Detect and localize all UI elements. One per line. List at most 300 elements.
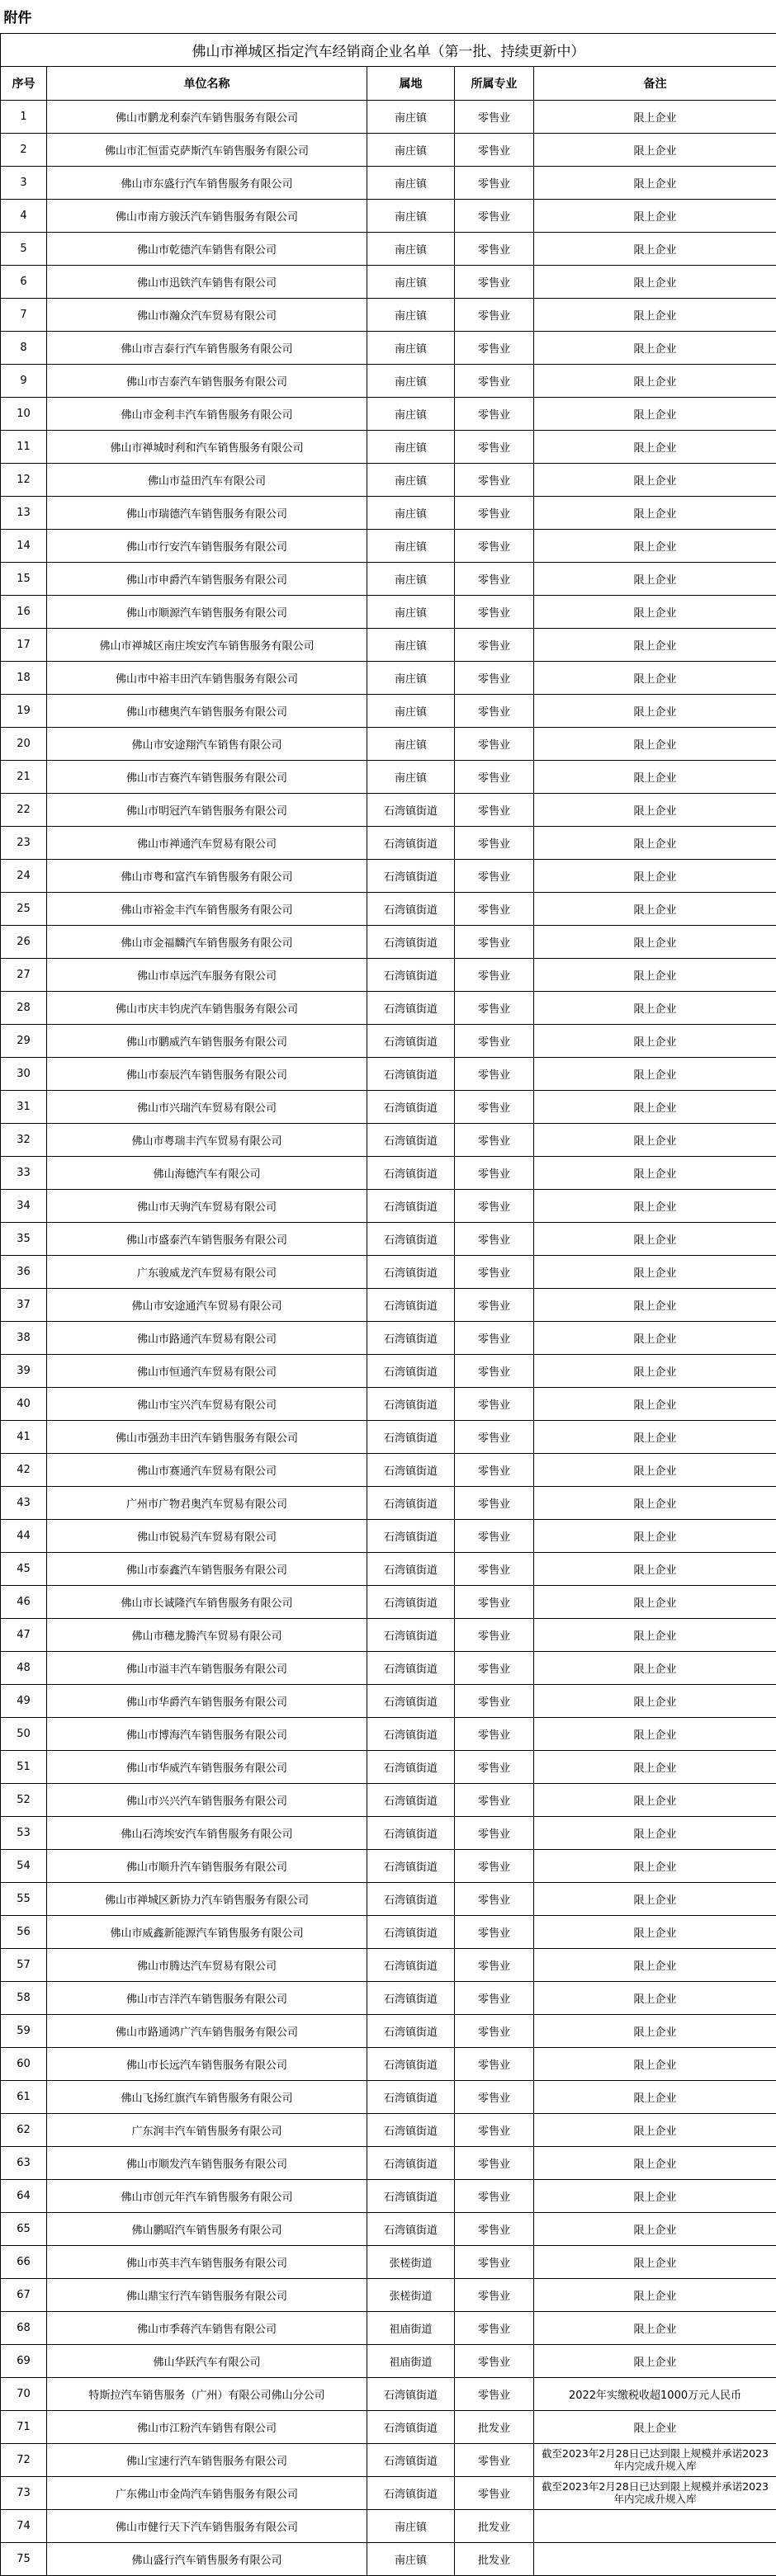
cell-name: 佛山市庆丰钧虎汽车销售服务有限公司 <box>47 991 367 1024</box>
cell-name: 佛山市明冠汽车销售服务有限公司 <box>47 793 367 826</box>
cell-note: 限上企业 <box>534 2278 776 2311</box>
cell-name: 佛山市穗奥汽车销售服务有限公司 <box>47 694 367 727</box>
table-row <box>1 2113 776 2146</box>
cell-note: 限上企业 <box>534 2014 776 2047</box>
header-no: 序号 <box>1 66 47 100</box>
cell-note: 限上企业 <box>534 760 776 793</box>
cell-name: 佛山市长诚隆汽车销售服务有限公司 <box>47 1585 367 1618</box>
document-title: 佛山市禅城区指定汽车经销商企业名单（第一批、持续更新中） <box>1 33 776 66</box>
cell-no: 40 <box>1 1387 47 1420</box>
cell-no: 53 <box>1 1816 47 1849</box>
cell-area: 石湾镇街道 <box>367 1288 455 1321</box>
cell-area: 石湾镇街道 <box>367 1552 455 1585</box>
cell-area: 南庄镇 <box>367 331 455 364</box>
table-row <box>1 1618 776 1651</box>
cell-name: 佛山市行安汽车销售服务有限公司 <box>47 529 367 562</box>
cell-industry: 零售业 <box>455 265 534 298</box>
cell-industry: 零售业 <box>455 1585 534 1618</box>
cell-no: 15 <box>1 562 47 595</box>
cell-industry: 零售业 <box>455 1519 534 1552</box>
cell-note: 限上企业 <box>534 694 776 727</box>
cell-no: 75 <box>1 2542 47 2575</box>
cell-area: 石湾镇街道 <box>367 826 455 859</box>
caption-row <box>1 0 776 33</box>
cell-area: 石湾镇街道 <box>367 1717 455 1750</box>
cell-industry: 批发业 <box>455 2509 534 2542</box>
cell-name: 佛山海德汽车有限公司 <box>47 1156 367 1189</box>
table-row <box>1 826 776 859</box>
cell-no: 19 <box>1 694 47 727</box>
cell-note: 限上企业 <box>534 331 776 364</box>
cell-name: 广东佛山市金尚汽车销售服务有限公司 <box>47 2476 367 2509</box>
cell-name: 佛山市中裕丰田汽车销售服务有限公司 <box>47 661 367 694</box>
cell-area: 石湾镇街道 <box>367 2476 455 2509</box>
cell-name: 佛山市吉赛汽车销售服务有限公司 <box>47 760 367 793</box>
cell-no: 10 <box>1 397 47 430</box>
cell-no: 73 <box>1 2476 47 2509</box>
table-row <box>1 562 776 595</box>
cell-industry: 零售业 <box>455 925 534 958</box>
cell-industry: 零售业 <box>455 133 534 166</box>
cell-note: 限上企业 <box>534 529 776 562</box>
cell-name: 佛山石湾埃安汽车销售服务有限公司 <box>47 1816 367 1849</box>
cell-note: 限上企业 <box>534 1486 776 1519</box>
table-row <box>1 2146 776 2179</box>
cell-industry: 零售业 <box>455 2377 534 2410</box>
cell-industry: 零售业 <box>455 1387 534 1420</box>
cell-no: 49 <box>1 1684 47 1717</box>
cell-area: 石湾镇街道 <box>367 958 455 991</box>
table-row <box>1 595 776 628</box>
cell-note: 限上企业 <box>534 1816 776 1849</box>
table-row <box>1 2377 776 2410</box>
cell-industry: 零售业 <box>455 1783 534 1816</box>
cell-note: 限上企业 <box>534 595 776 628</box>
cell-no: 43 <box>1 1486 47 1519</box>
cell-name: 佛山市禅城区新协力汽车销售服务有限公司 <box>47 1882 367 1915</box>
cell-area: 石湾镇街道 <box>367 1453 455 1486</box>
cell-note: 限上企业 <box>534 892 776 925</box>
cell-note: 限上企业 <box>534 1453 776 1486</box>
cell-note <box>534 2509 776 2542</box>
cell-area: 石湾镇街道 <box>367 1255 455 1288</box>
table-row <box>1 760 776 793</box>
cell-area: 南庄镇 <box>367 133 455 166</box>
cell-note: 限上企业 <box>534 958 776 991</box>
cell-no: 48 <box>1 1651 47 1684</box>
cell-note: 2022年实缴税收超1000万元人民币 <box>534 2377 776 2410</box>
cell-industry: 零售业 <box>455 1156 534 1189</box>
cell-name: 佛山市瑞德汽车销售服务有限公司 <box>47 496 367 529</box>
table-row <box>1 1981 776 2014</box>
cell-note: 限上企业 <box>534 430 776 463</box>
table-row <box>1 628 776 661</box>
table-row <box>1 1750 776 1783</box>
table-row <box>1 1090 776 1123</box>
cell-note <box>534 2542 776 2575</box>
cell-industry: 零售业 <box>455 760 534 793</box>
cell-industry: 零售业 <box>455 529 534 562</box>
cell-industry: 零售业 <box>455 2476 534 2509</box>
table-row <box>1 1948 776 1981</box>
cell-note: 限上企业 <box>534 364 776 397</box>
cell-name: 佛山市兴兴汽车销售服务有限公司 <box>47 1783 367 1816</box>
cell-area: 石湾镇街道 <box>367 2146 455 2179</box>
table-row <box>1 529 776 562</box>
cell-note: 限上企业 <box>534 199 776 232</box>
cell-note: 限上企业 <box>534 1750 776 1783</box>
cell-name: 佛山市泰辰汽车销售服务有限公司 <box>47 1057 367 1090</box>
header-industry: 所属专业 <box>455 66 534 100</box>
cell-area: 石湾镇街道 <box>367 2014 455 2047</box>
cell-industry: 零售业 <box>455 2080 534 2113</box>
cell-no: 14 <box>1 529 47 562</box>
cell-note: 限上企业 <box>534 661 776 694</box>
table-row <box>1 1915 776 1948</box>
cell-industry: 零售业 <box>455 1882 534 1915</box>
cell-industry: 零售业 <box>455 2443 534 2476</box>
header-name: 单位名称 <box>47 66 367 100</box>
cell-area: 石湾镇街道 <box>367 1882 455 1915</box>
table-row <box>1 2278 776 2311</box>
cell-industry: 零售业 <box>455 859 534 892</box>
cell-no: 17 <box>1 628 47 661</box>
cell-name: 佛山市路通汽车贸易有限公司 <box>47 1321 367 1354</box>
cell-note: 限上企业 <box>534 1420 776 1453</box>
table-row <box>1 859 776 892</box>
cell-area: 张槎街道 <box>367 2245 455 2278</box>
cell-area: 南庄镇 <box>367 595 455 628</box>
cell-no: 2 <box>1 133 47 166</box>
cell-note: 限上企业 <box>534 562 776 595</box>
cell-area: 石湾镇街道 <box>367 1486 455 1519</box>
cell-area: 南庄镇 <box>367 265 455 298</box>
cell-note: 限上企业 <box>534 628 776 661</box>
cell-industry: 批发业 <box>455 2542 534 2575</box>
cell-area: 石湾镇街道 <box>367 1519 455 1552</box>
cell-no: 24 <box>1 859 47 892</box>
table-row <box>1 1189 776 1222</box>
cell-industry: 零售业 <box>455 331 534 364</box>
cell-industry: 零售业 <box>455 1057 534 1090</box>
cell-name: 佛山市禅城区南庄埃安汽车销售服务有限公司 <box>47 628 367 661</box>
cell-industry: 零售业 <box>455 892 534 925</box>
cell-industry: 零售业 <box>455 430 534 463</box>
cell-industry: 零售业 <box>455 364 534 397</box>
cell-name: 广东骏威龙汽车贸易有限公司 <box>47 1255 367 1288</box>
cell-name: 佛山市瀚众汽车贸易有限公司 <box>47 298 367 331</box>
cell-note: 限上企业 <box>534 991 776 1024</box>
cell-area: 南庄镇 <box>367 166 455 199</box>
cell-industry: 零售业 <box>455 2311 534 2344</box>
cell-no: 3 <box>1 166 47 199</box>
cell-note: 限上企业 <box>534 1552 776 1585</box>
cell-note: 限上企业 <box>534 166 776 199</box>
cell-area: 石湾镇街道 <box>367 2443 455 2476</box>
cell-name: 佛山市锐易汽车贸易有限公司 <box>47 1519 367 1552</box>
cell-area: 石湾镇街道 <box>367 2113 455 2146</box>
cell-area: 南庄镇 <box>367 628 455 661</box>
cell-area: 石湾镇街道 <box>367 1750 455 1783</box>
cell-note: 限上企业 <box>534 298 776 331</box>
cell-industry: 零售业 <box>455 1717 534 1750</box>
cell-industry: 零售业 <box>455 595 534 628</box>
cell-no: 55 <box>1 1882 47 1915</box>
table-row <box>1 1585 776 1618</box>
table-body <box>1 100 776 2575</box>
table-row <box>1 232 776 265</box>
cell-area: 南庄镇 <box>367 463 455 496</box>
table-row <box>1 430 776 463</box>
cell-area: 南庄镇 <box>367 2542 455 2575</box>
cell-note: 限上企业 <box>534 2080 776 2113</box>
cell-area: 石湾镇街道 <box>367 1585 455 1618</box>
table-row <box>1 2047 776 2080</box>
cell-industry: 零售业 <box>455 463 534 496</box>
cell-name: 佛山市顺发汽车销售服务有限公司 <box>47 2146 367 2179</box>
cell-no: 34 <box>1 1189 47 1222</box>
cell-no: 58 <box>1 1981 47 2014</box>
table-row <box>1 364 776 397</box>
cell-name: 佛山市华威汽车销售服务有限公司 <box>47 1750 367 1783</box>
cell-no: 8 <box>1 331 47 364</box>
cell-no: 60 <box>1 2047 47 2080</box>
table-row <box>1 925 776 958</box>
cell-name: 佛山市汇恒雷克萨斯汽车销售服务有限公司 <box>47 133 367 166</box>
cell-note: 限上企业 <box>534 1783 776 1816</box>
cell-note: 限上企业 <box>534 1651 776 1684</box>
cell-note: 限上企业 <box>534 1717 776 1750</box>
title-row <box>1 33 776 66</box>
cell-industry: 零售业 <box>455 1750 534 1783</box>
cell-note: 限上企业 <box>534 2410 776 2443</box>
header-note: 备注 <box>534 66 776 100</box>
cell-industry: 零售业 <box>455 100 534 133</box>
table-row <box>1 1552 776 1585</box>
cell-note: 限上企业 <box>534 1123 776 1156</box>
cell-area: 石湾镇街道 <box>367 2080 455 2113</box>
table-row <box>1 397 776 430</box>
cell-no: 4 <box>1 199 47 232</box>
cell-area: 石湾镇街道 <box>367 1222 455 1255</box>
cell-industry: 零售业 <box>455 1981 534 2014</box>
cell-name: 佛山市东盛行汽车销售服务有限公司 <box>47 166 367 199</box>
cell-no: 46 <box>1 1585 47 1618</box>
cell-area: 南庄镇 <box>367 397 455 430</box>
cell-no: 62 <box>1 2113 47 2146</box>
table-row <box>1 694 776 727</box>
table-row <box>1 661 776 694</box>
table-row <box>1 1519 776 1552</box>
table-row <box>1 463 776 496</box>
cell-name: 佛山市长远汽车销售服务有限公司 <box>47 2047 367 2080</box>
cell-industry: 零售业 <box>455 496 534 529</box>
cell-no: 37 <box>1 1288 47 1321</box>
cell-name: 佛山市安途通汽车贸易有限公司 <box>47 1288 367 1321</box>
cell-area: 石湾镇街道 <box>367 1651 455 1684</box>
cell-no: 16 <box>1 595 47 628</box>
cell-industry: 零售业 <box>455 1354 534 1387</box>
cell-note: 限上企业 <box>534 496 776 529</box>
cell-name: 佛山市恒通汽车贸易有限公司 <box>47 1354 367 1387</box>
cell-industry: 零售业 <box>455 826 534 859</box>
cell-no: 42 <box>1 1453 47 1486</box>
table-row <box>1 1684 776 1717</box>
cell-industry: 零售业 <box>455 1552 534 1585</box>
cell-area: 南庄镇 <box>367 661 455 694</box>
cell-no: 1 <box>1 100 47 133</box>
cell-name: 佛山市盛泰汽车销售服务有限公司 <box>47 1222 367 1255</box>
cell-name: 佛山市腾达汽车贸易有限公司 <box>47 1948 367 1981</box>
cell-name: 佛山市卓远汽车服务有限公司 <box>47 958 367 991</box>
cell-area: 石湾镇街道 <box>367 1156 455 1189</box>
cell-area: 石湾镇街道 <box>367 2047 455 2080</box>
cell-name: 佛山鼎宝行汽车销售服务有限公司 <box>47 2278 367 2311</box>
cell-area: 石湾镇街道 <box>367 1354 455 1387</box>
cell-note: 限上企业 <box>534 1222 776 1255</box>
table-row <box>1 1651 776 1684</box>
cell-name: 佛山市鹏龙利泰汽车销售服务有限公司 <box>47 100 367 133</box>
cell-industry: 批发业 <box>455 2410 534 2443</box>
cell-note: 限上企业 <box>534 793 776 826</box>
table-row <box>1 1882 776 1915</box>
cell-name: 佛山市禅通汽车贸易有限公司 <box>47 826 367 859</box>
cell-industry: 零售业 <box>455 166 534 199</box>
cell-name: 佛山市益田汽车有限公司 <box>47 463 367 496</box>
cell-no: 41 <box>1 1420 47 1453</box>
table-row <box>1 1420 776 1453</box>
cell-name: 佛山市季蒋汽车销售有限公司 <box>47 2311 367 2344</box>
cell-no: 69 <box>1 2344 47 2377</box>
cell-name: 佛山鹏昭汽车销售服务有限公司 <box>47 2212 367 2245</box>
cell-area: 南庄镇 <box>367 364 455 397</box>
cell-note: 限上企业 <box>534 1354 776 1387</box>
cell-note: 限上企业 <box>534 1321 776 1354</box>
cell-area: 石湾镇街道 <box>367 991 455 1024</box>
cell-no: 61 <box>1 2080 47 2113</box>
cell-area: 石湾镇街道 <box>367 1618 455 1651</box>
cell-area: 石湾镇街道 <box>367 1024 455 1057</box>
cell-note: 限上企业 <box>534 2311 776 2344</box>
table-row <box>1 2542 776 2575</box>
cell-industry: 零售业 <box>455 1288 534 1321</box>
cell-name: 佛山市吉泰行汽车销售服务有限公司 <box>47 331 367 364</box>
cell-no: 52 <box>1 1783 47 1816</box>
cell-area: 石湾镇街道 <box>367 2179 455 2212</box>
cell-no: 28 <box>1 991 47 1024</box>
table-row <box>1 2212 776 2245</box>
cell-area: 石湾镇街道 <box>367 1189 455 1222</box>
cell-name: 佛山市禅城时利和汽车销售服务有限公司 <box>47 430 367 463</box>
cell-note: 限上企业 <box>534 1849 776 1882</box>
cell-area: 石湾镇街道 <box>367 1321 455 1354</box>
cell-name: 佛山市鹏威汽车销售服务有限公司 <box>47 1024 367 1057</box>
cell-area: 南庄镇 <box>367 694 455 727</box>
cell-no: 47 <box>1 1618 47 1651</box>
cell-name: 佛山市粤瑞丰汽车贸易有限公司 <box>47 1123 367 1156</box>
cell-area: 石湾镇街道 <box>367 859 455 892</box>
cell-area: 石湾镇街道 <box>367 1387 455 1420</box>
cell-industry: 零售业 <box>455 1486 534 1519</box>
table-row <box>1 298 776 331</box>
cell-note: 限上企业 <box>534 1915 776 1948</box>
cell-area: 南庄镇 <box>367 760 455 793</box>
cell-area: 祖庙街道 <box>367 2344 455 2377</box>
table-row <box>1 1453 776 1486</box>
cell-area: 石湾镇街道 <box>367 1915 455 1948</box>
cell-name: 佛山市强劲丰田汽车销售服务有限公司 <box>47 1420 367 1453</box>
cell-industry: 零售业 <box>455 199 534 232</box>
table-row <box>1 1123 776 1156</box>
cell-area: 张槎街道 <box>367 2278 455 2311</box>
cell-industry: 零售业 <box>455 1024 534 1057</box>
cell-note: 截至2023年2月28日已达到限上规模并承诺2023年内完成升规入库 <box>534 2476 776 2509</box>
cell-name: 佛山市华爵汽车销售服务有限公司 <box>47 1684 367 1717</box>
cell-no: 72 <box>1 2443 47 2476</box>
cell-industry: 零售业 <box>455 562 534 595</box>
table-row <box>1 1354 776 1387</box>
table-row <box>1 331 776 364</box>
table-row <box>1 2476 776 2509</box>
cell-industry: 零售业 <box>455 1915 534 1948</box>
cell-no: 30 <box>1 1057 47 1090</box>
table-row <box>1 2311 776 2344</box>
cell-no: 63 <box>1 2146 47 2179</box>
table-row <box>1 892 776 925</box>
table-row <box>1 1717 776 1750</box>
cell-area: 南庄镇 <box>367 100 455 133</box>
table-row <box>1 2179 776 2212</box>
cell-note: 限上企业 <box>534 2344 776 2377</box>
cell-area: 石湾镇街道 <box>367 892 455 925</box>
cell-note: 限上企业 <box>534 100 776 133</box>
cell-no: 20 <box>1 727 47 760</box>
cell-name: 佛山市威鑫新能源汽车销售服务有限公司 <box>47 1915 367 1948</box>
cell-note: 限上企业 <box>534 133 776 166</box>
cell-industry: 零售业 <box>455 1453 534 1486</box>
cell-no: 29 <box>1 1024 47 1057</box>
cell-no: 71 <box>1 2410 47 2443</box>
cell-name: 佛山市南方骏沃汽车销售服务有限公司 <box>47 199 367 232</box>
cell-industry: 零售业 <box>455 2146 534 2179</box>
cell-no: 21 <box>1 760 47 793</box>
cell-note: 限上企业 <box>534 1387 776 1420</box>
cell-no: 74 <box>1 2509 47 2542</box>
header-area: 属地 <box>367 66 455 100</box>
cell-note: 限上企业 <box>534 925 776 958</box>
cell-industry: 零售业 <box>455 1618 534 1651</box>
cell-name: 佛山市申爵汽车销售服务有限公司 <box>47 562 367 595</box>
cell-industry: 零售业 <box>455 1090 534 1123</box>
table-row <box>1 2080 776 2113</box>
cell-no: 26 <box>1 925 47 958</box>
table-row <box>1 991 776 1024</box>
cell-area: 南庄镇 <box>367 199 455 232</box>
table-row <box>1 2410 776 2443</box>
cell-no: 57 <box>1 1948 47 1981</box>
cell-no: 59 <box>1 2014 47 2047</box>
table-row <box>1 1816 776 1849</box>
cell-area: 南庄镇 <box>367 496 455 529</box>
table-row <box>1 727 776 760</box>
cell-industry: 零售业 <box>455 1684 534 1717</box>
cell-industry: 零售业 <box>455 2179 534 2212</box>
cell-area: 石湾镇街道 <box>367 1981 455 2014</box>
cell-name: 特斯拉汽车销售服务（广州）有限公司佛山分公司 <box>47 2377 367 2410</box>
cell-note: 限上企业 <box>534 463 776 496</box>
cell-no: 44 <box>1 1519 47 1552</box>
cell-no: 36 <box>1 1255 47 1288</box>
